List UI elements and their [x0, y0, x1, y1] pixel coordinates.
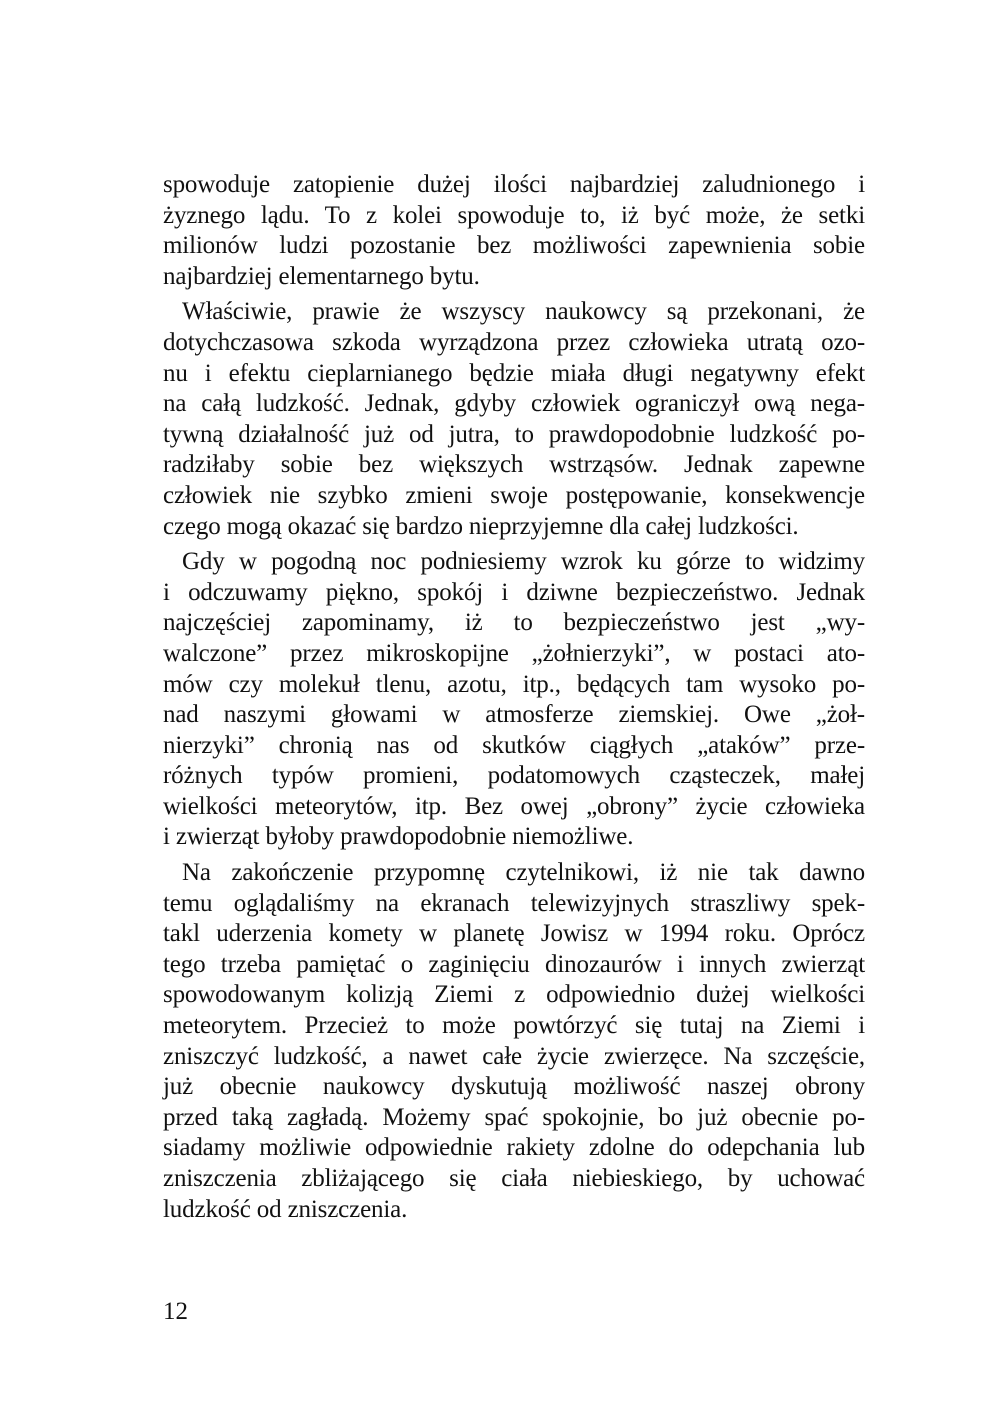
text-line: tego trzeba pamiętać o zaginięciu dinozaurów i innych zwierząt	[163, 950, 865, 978]
text-line: wielkości meteorytów, itp. Bez owej „obrony” życie człowieka	[163, 792, 865, 820]
text-line: radziłaby sobie bez większych wstrząsów. Jednak zapewne	[163, 451, 865, 479]
text-line: spowodowanym kolizją Ziemi z odpowiednio dużej wielkości	[163, 981, 865, 1009]
text-line: różnych typów promieni, podatomowych cząsteczek, małej	[163, 762, 865, 790]
text-line: meteorytem. Przecież to może powtórzyć się tutaj na Ziemi i	[163, 1012, 865, 1040]
page-body	[163, 170, 865, 1225]
text-line: siadamy możliwie odpowiednie rakiety zdolne do odepchania lub	[163, 1134, 865, 1162]
paragraph-1	[163, 170, 865, 292]
text-line: nad naszymi głowami w atmosferze ziemskiej. Owe „żoł-	[163, 701, 865, 729]
paragraph-2	[163, 297, 865, 542]
text-line: milionów ludzi pozostanie bez możliwości zapewnienia sobie	[163, 232, 865, 260]
text-line: ludzkość od zniszczenia.	[163, 1195, 408, 1223]
text-line: dotychczasowa szkoda wyrządzona przez człowieka utratą ozo-	[163, 328, 865, 356]
text-line: tywną działalność już od jutra, to prawdopodobnie ludzkość po-	[163, 420, 865, 448]
text-line: i odczuwamy piękno, spokój i dziwne bezpieczeństwo. Jednak	[163, 578, 865, 606]
text-line: spowoduje zatopienie dużej ilości najbardziej zaludnionego i	[163, 171, 865, 198]
text-line: zniszczyć ludzkość, a nawet całe życie zwierzęce. Na szczęście,	[163, 1042, 865, 1070]
text-line: najczęściej zapominamy, iż to bezpieczeństwo jest „wy-	[163, 609, 865, 637]
page-number: 12	[163, 1298, 188, 1325]
text-line: najbardziej elementarnego bytu.	[163, 262, 480, 290]
paragraph-3	[163, 547, 865, 853]
text-line: i zwierząt byłoby prawdopodobnie niemożliwe.	[163, 823, 634, 851]
text-line: Gdy w pogodną noc podniesiemy wzrok ku górze to widzimy	[182, 548, 865, 576]
text-line: przed taką zagładą. Możemy spać spokojnie, bo już obecnie po-	[163, 1103, 865, 1131]
text-line: żyznego lądu. To z kolei spowoduje to, iż być może, że setki	[163, 201, 865, 229]
paragraph-4	[163, 858, 865, 1225]
text-line: Właściwie, prawie że wszyscy naukowcy są przekonani, że	[182, 298, 865, 326]
text-line: nu i efektu cieplarnianego będzie miała długi negatywny efekt	[163, 359, 865, 387]
text-line: takl uderzenia komety w planetę Jowisz w 1994 roku. Oprócz	[163, 920, 865, 948]
text-line: na całą ludzkość. Jednak, gdyby człowiek ograniczył ową nega-	[163, 390, 865, 418]
text-line: temu oglądaliśmy na ekranach telewizyjnych straszliwy spek-	[163, 889, 865, 917]
text-line: czego mogą okazać się bardzo nieprzyjemne dla całej ludzkości.	[163, 512, 799, 540]
text-line: już obecnie naukowcy dyskutują możliwość naszej obrony	[163, 1073, 865, 1101]
text-line: walczone” przez mikroskopijne „żołnierzyki”, w postaci ato-	[163, 639, 865, 667]
text-line: Na zakończenie przypomnę czytelnikowi, iż nie tak dawno	[182, 859, 865, 887]
text-line: człowiek nie szybko zmieni swoje postępowanie, konsekwencje	[163, 481, 865, 509]
text-line: zniszczenia zbliżającego się ciała niebieskiego, by uchować	[163, 1165, 865, 1192]
text-line: nierzyki” chronią nas od skutków ciągłych „ataków” prze-	[163, 731, 865, 759]
text-line: mów czy molekuł tlenu, azotu, itp., będących tam wysoko po-	[163, 670, 865, 698]
